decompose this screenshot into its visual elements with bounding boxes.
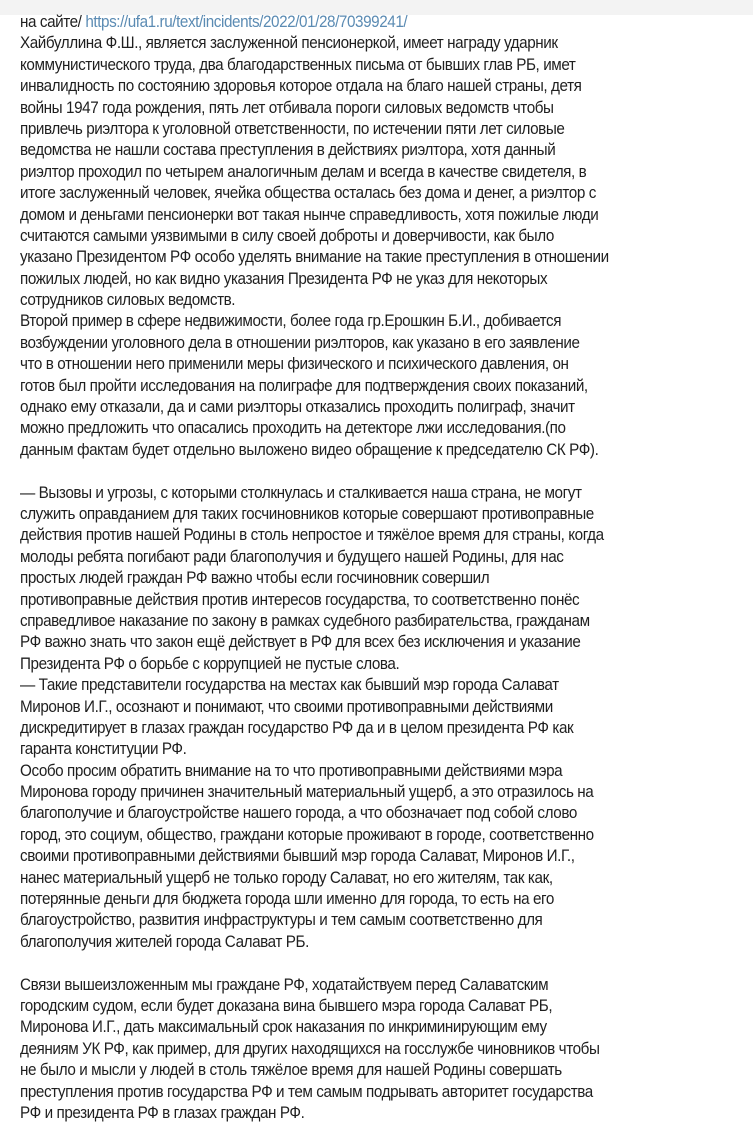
- text-line: РФ важно знать что закон ещё действует в РФ для всех без исключения и указание: [20, 633, 581, 652]
- text-line: город, это социум, общество, граждани которые проживают в городе, соответственно: [20, 825, 594, 844]
- paragraph: [20, 33, 745, 311]
- text-line: потерянные деньги для бюджета города шли именно для города, то есть на его: [20, 890, 554, 909]
- text-line: домом и деньгами пенсионерки вот такая нынче справедливость, хотя пожилые люди: [20, 205, 599, 224]
- text-line: своими противоправными действиями бывший мэр города Салават, Миронов И.Г.,: [20, 847, 575, 866]
- paragraph: [20, 311, 745, 461]
- paragraph: [20, 761, 745, 954]
- text-line: преступления против государства РФ и тем самым подрывать авторитет государства: [20, 1082, 593, 1101]
- text-line: готов был пройти исследования на полиграфе для подтверждения своих показаний,: [20, 376, 588, 395]
- text-line: войны 1947 года рождения, пять лет отбивала пороги силовых ведомств чтобы: [20, 98, 554, 117]
- text-line: риэлтор проходил по четырем аналогичным делам и всегда в качестве свидетеля, в: [20, 162, 587, 181]
- text-line: молоды ребята погибают ради благополучия и будущего нашей Родины, для нас: [20, 547, 564, 566]
- text-line: Миронова И.Г., дать максимальный срок наказания по инкриминирующим ему: [20, 1018, 547, 1037]
- text-line: данным фактам будет отдельно выложено видео обращение к председателю СК РФ).: [20, 440, 599, 459]
- text-line: дискредитирует в глазах граждан государство РФ да и в целом президента РФ как: [20, 718, 574, 737]
- paragraph: [20, 975, 745, 1124]
- text-line: итоге заслуженный человек, ячейка общества осталась без дома и денег, а риэлтор с: [20, 184, 596, 203]
- text-line: не было и мысли у людей в столь тяжёлое время для нашей Родины совершать: [20, 1061, 562, 1080]
- text-line: Миронова городу причинен значительный материальный ущерб, а это отразилось на: [20, 783, 594, 802]
- text-line: инвалидность по состоянию здоровья которое отдала на благо нашей страны, детя: [20, 77, 582, 96]
- blank-line: [20, 461, 745, 482]
- text-line: коммунистического труда, два благодарственных письма от бывших глав РБ, имет: [20, 55, 576, 74]
- text-line: служить оправданием для таких госчиновников которые совершают противоправные: [20, 504, 594, 523]
- paragraphs: [20, 33, 745, 1124]
- text-line: можно предложить что опасались проходить на детекторе лжи исследования.(по: [20, 419, 566, 438]
- text-line: Второй пример в сфере недвижимости, более года гр.Ерошкин Б.И., добивается: [20, 312, 562, 331]
- text-line: — Такие представители государства на местах как бывший мэр города Салават: [20, 676, 559, 695]
- text-line: противоправные действия против интересов государства, то соответственно понёс: [20, 590, 580, 609]
- text-line: что в отношении него применили меры физического и психического давления, он: [20, 355, 569, 374]
- text-line: действия против нашей Родины в столь непростое и тяжёлое время для страны, когда: [20, 526, 604, 545]
- text-line: Миронов И.Г., осознают и понимают, что своими противоправными действиями: [20, 697, 553, 716]
- text-line: Президента РФ о борьбе с коррупцией не пустые слова.: [20, 654, 400, 673]
- text-line: благополучие и благоустройстве нашего города, а что обозначает под собой слово: [20, 804, 577, 823]
- text-line: благополучия жителей города Салават РБ.: [20, 932, 309, 951]
- text-line: нанес материальный ущерб не только городу Салават, но его жителям, так как,: [20, 868, 553, 887]
- text-line: сотрудников силовых ведомств.: [20, 291, 236, 310]
- paragraph: [20, 483, 745, 676]
- source-link[interactable]: https://ufa1.ru/text/incidents/2022/01/28/70399241/: [85, 13, 408, 31]
- text-line: считаются самыми уязвимыми в силу своей доброты и доверчивости, как было: [20, 226, 554, 245]
- blank-line: [20, 953, 745, 974]
- text-line: однако ему отказали, да и сами риэлторы отказались проходить полиграф, значит: [20, 398, 575, 417]
- text-line: справедливое наказание по закону в рамках судебного разбирательства, гражданам: [20, 611, 590, 630]
- text-line: пожилых людей, но как видно указания Президента РФ не указ для некоторых: [20, 269, 548, 288]
- source-prefix: на сайте/: [20, 13, 86, 31]
- text-line: указано Президентом РФ особо уделять внимание на такие преступления в отношении: [20, 248, 609, 267]
- text-line: гаранта конституции РФ.: [20, 740, 187, 759]
- text-line: привлечь риэлтора к уголовной ответственности, по истечении пяти лет силовые: [20, 119, 565, 138]
- text-line: благоустройство, развития инфраструктуры и тем самым соответственно для: [20, 911, 543, 930]
- paragraph: [20, 675, 745, 761]
- text-line: городским судом, если будет доказана вина бывшего мэра города Салават РБ,: [20, 996, 553, 1015]
- text-line: возбуждении уголовного дела в отношении риэлторов, как указано в его заявление: [20, 333, 580, 352]
- text-line: — Вызовы и угрозы, с которыми столкнулась и сталкивается наша страна, не могут: [20, 483, 582, 502]
- source-line: [20, 12, 745, 33]
- text-line: ведомства не нашли состава преступления в действиях риэлтора, хотя данный: [20, 141, 556, 160]
- text-line: деяниям УК РФ, как пример, для других находящихся на госслужбе чиновников чтобы: [20, 1039, 600, 1058]
- text-line: простых людей граждан РФ важно чтобы если госчиновник совершил: [20, 569, 490, 588]
- text-line: Хайбуллина Ф.Ш., является заслуженной пенсионеркой, имеет награду ударник: [20, 34, 558, 53]
- text-line: Особо просим обратить внимание на то что противоправными действиями мэра: [20, 761, 563, 780]
- document-body: [20, 12, 745, 1124]
- text-line: Связи вышеизложенным мы граждане РФ, ходатайствуем перед Салаватским: [20, 975, 549, 994]
- text-line: РФ и президента РФ в глазах граждан РФ.: [20, 1103, 305, 1122]
